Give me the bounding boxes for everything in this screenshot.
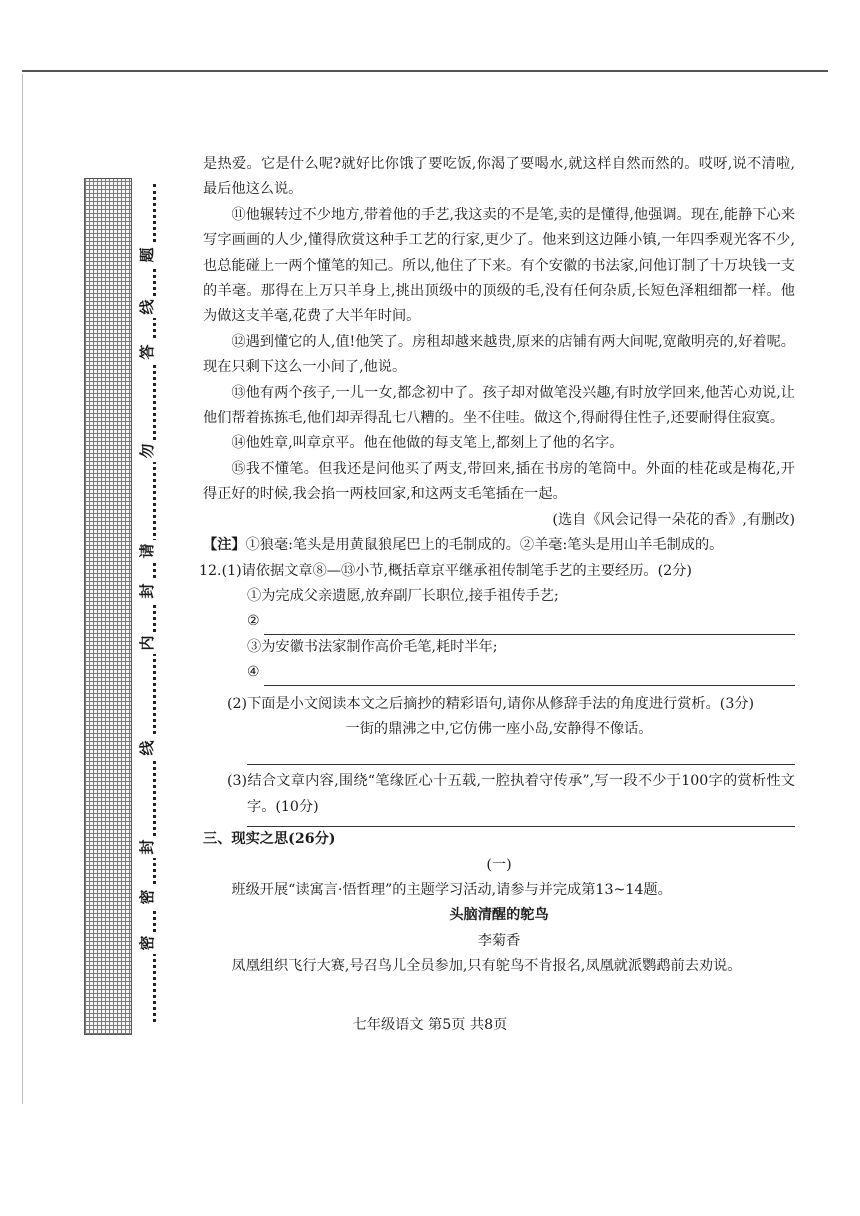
section-heading: 三、现实之思(26分)	[203, 831, 336, 848]
seal-char: 内	[136, 632, 158, 654]
seal-char: 题	[136, 244, 158, 266]
answer-blank-2[interactable]	[203, 609, 795, 634]
fable-author: 李菊香	[477, 932, 521, 949]
answer-blank-q3[interactable]	[247, 820, 795, 827]
answer-blank-q2[interactable]	[247, 742, 795, 765]
question-12-1: 12.(1)请依据文章⑧—⑬小节,概括章京平继承祖传制笔手艺的主要经历。(2分)	[199, 562, 692, 579]
seal-char: 封	[136, 580, 158, 602]
seal-char: 封	[136, 836, 158, 858]
quoted-sentence: 一街的鼎沸之中,它仿佛一座小岛,安静得不像话。	[345, 720, 653, 737]
page-content	[199, 152, 795, 980]
part-label: (一)	[486, 856, 512, 873]
footnote-text: ①狼毫:笔头是用黄鼠狼尾巴上的毛制成的。②羊毫:笔头是用山羊毛制成的。	[245, 537, 724, 554]
answer-rule	[264, 667, 795, 686]
answer-line-1: ①为完成父亲遗愿,放弃副厂长职位,接手祖传手艺;	[247, 587, 559, 604]
seal-char: 答	[136, 341, 158, 363]
seal-char: 请	[136, 540, 158, 562]
fable-title: 头脑清醒的鸵鸟	[449, 907, 549, 924]
binding-grid-strip	[84, 178, 132, 1035]
fable-paragraph-1: 凤凰组织飞行大赛,号召鸟儿全员参加,只有鸵鸟不肯报名,凤凰就派鹦鹉前去劝说。	[231, 958, 742, 975]
answer-line-3: ③为安徽书法家制作高价毛笔,耗时半年;	[247, 638, 498, 655]
seal-char: 线	[136, 296, 158, 318]
paragraph-13: ⑬他有两个孩子,一儿一女,都念初中了。孩子却对做笔没兴趣,有时放学回来,他苦心劝说,让他们帮着拣拣毛,他们却弄得乱七八糟的。坐不住哇。做这个,得耐得住性子,还要耐得住寂寞。	[203, 384, 795, 427]
seal-char: 密	[136, 886, 158, 908]
answer-blank-4[interactable]	[203, 660, 795, 685]
page-left-edge	[22, 74, 23, 1104]
answer-number-4: ④	[247, 664, 260, 681]
paragraph-continued: 是热爱。它是什么呢?就好比你饿了要吃饭,你渴了要喝水,就这样自然而然的。哎呀,说不清啦,最后他这么说。	[203, 156, 795, 198]
question-12-3: (3)结合文章内容,围绕“笔缘匠心十五载,一腔执着守传承”,写一段不少于100字的赏析性文字。(10分)	[227, 773, 795, 815]
seal-char: 勿	[136, 440, 158, 462]
paragraph-11: ⑪他辗转过不少地方,带着他的手艺,我这卖的不是笔,卖的是懂得,他强调。现在,能静下心来写字画画的人少,懂得欣赏这种手工艺的行家,更少了。他来到这边陲小镇,一年四季观光客不少,也总能碰上一两个懂笔的知己。所以,他住了下来。有个安徽的书法家,问他订制了十万块钱一支的羊毫。那得在上万只羊身上,挑出顶级中的顶级的毛,没有任何杂质,长短色泽粗细都一样。他为做这支羊毫,花费了大半年时间。	[203, 206, 795, 325]
paragraph-12: ⑫遇到懂它的人,值!他笑了。房租却越来越贵,原来的店铺有两大间呢,宽敞明亮的,好着呢。现在只剩下这么一小间了,他说。	[203, 333, 795, 376]
footnote-label: 【注】	[203, 537, 246, 554]
top-rule	[22, 70, 828, 72]
answer-number-2: ②	[247, 613, 260, 630]
seal-char: 密	[136, 932, 158, 954]
paragraph-15: ⑮我不懂笔。但我还是问他买了两支,带回来,插在书房的笔筒中。外面的桂花或是梅花,开得正好的时候,我会掐一两枝回家,和这两支毛笔插在一起。	[203, 460, 795, 503]
question-12-2: (2)下面是小文阅读本文之后摘抄的精彩语句,请你从修辞手法的角度进行赏析。(3分)	[227, 695, 755, 712]
page-footer: 七年级语文 第5页 共8页	[352, 1017, 508, 1033]
source-citation: (选自《风会记得一朵花的香》,有删改)	[552, 511, 795, 528]
answer-rule	[264, 616, 795, 635]
seal-char: 线	[136, 737, 158, 759]
paragraph-14: ⑭他姓章,叫章京平。他在他做的每支笔上,都刻上了他的名字。	[231, 435, 624, 452]
footnote	[203, 533, 795, 558]
activity-intro: 班级开展“读寓言·悟哲理”的主题学习活动,请参与并完成第13~14题。	[231, 881, 672, 898]
